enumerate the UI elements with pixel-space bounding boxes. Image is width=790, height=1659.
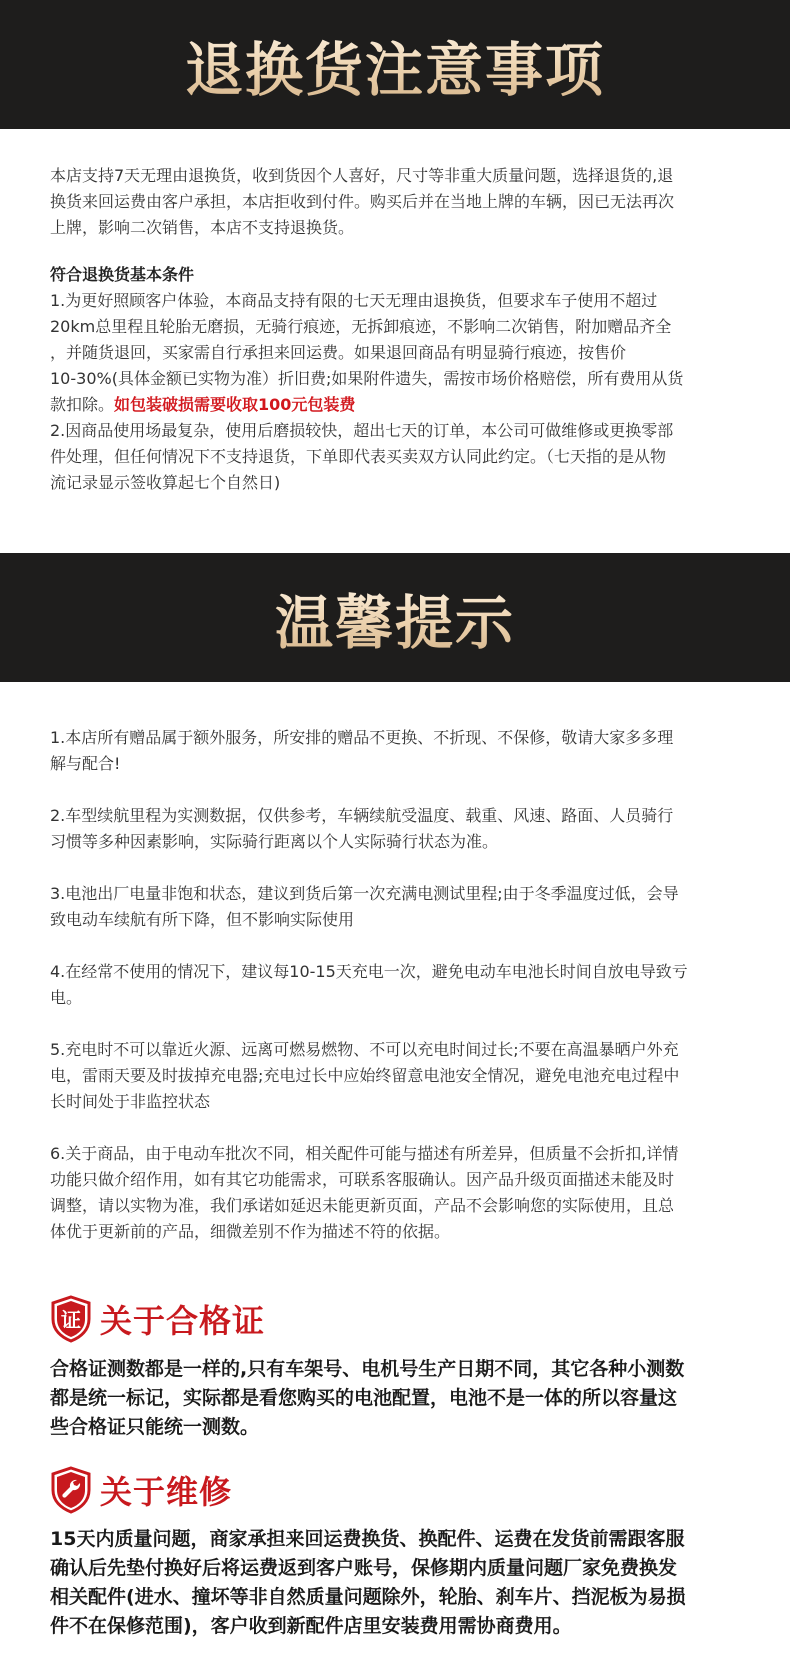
return-intro	[50, 163, 750, 241]
text-line: 4.在经常不使用的情况下，建议每10-15天充电一次，避免电动车电池长时间自放电导致亏	[50, 962, 688, 981]
certificate-heading	[48, 1291, 265, 1347]
text-line: 解与配合!	[50, 754, 121, 773]
tip-item-5	[50, 1037, 750, 1115]
text-line: 习惯等多种因素影响，实际骑行距离以个人实际骑行状态为准。	[50, 832, 499, 851]
return-notice-title: 退换货注意事项	[185, 23, 605, 107]
conditions-heading: 符合退换货基本条件	[50, 265, 195, 284]
tip-item-4	[50, 959, 750, 1011]
packaging-fee-warning: 如包装破损需要收取100元包装费	[114, 395, 356, 414]
wrench-icon	[48, 1464, 94, 1516]
text-line: 上牌，影响二次销售，本店不支持退换货。	[50, 218, 355, 237]
text-line: 件处理，但任何情况下不支持退货，下单即代表买卖双方认同此约定。（七天指的是从物	[50, 447, 667, 466]
text-line: 6.关于商品，由于电动车批次不同，相关配件可能与描述有所差异，但质量不会折扣,详情	[50, 1144, 679, 1163]
tips-title: 温馨提示	[275, 576, 515, 660]
tip-item-2	[50, 803, 750, 855]
tips-banner	[0, 553, 790, 682]
certificate-badge-icon	[48, 1293, 94, 1345]
return-conditions	[50, 262, 750, 496]
text-line: 确认后先垫付换好后将运费返到客户账号，保修期内质量问题厂家免费换发	[50, 1557, 678, 1579]
text-line: 本店支持7天无理由退换货，收到货因个人喜好，尺寸等非重大质量问题，选择退货的,退	[50, 166, 674, 185]
text-line: 2.车型续航里程为实测数据，仅供参考，车辆续航受温度、载重、风速、路面、人员骑行	[50, 806, 674, 825]
text-line: 合格证测数都是一样的,只有车架号、电机号生产日期不同，其它各种小测数	[50, 1358, 685, 1380]
text-line	[50, 392, 750, 418]
text-line: 电。	[50, 988, 83, 1007]
text-line: 长时间处于非监控状态	[50, 1092, 211, 1111]
tip-item-1	[50, 725, 750, 777]
text-line: 相关配件(进水、撞坏等非自然质量问题除外，轮胎、刹车片、挡泥板为易损	[50, 1586, 686, 1608]
repair-title: 关于维修	[100, 1473, 233, 1511]
text-line: 件不在保修范围)，客户收到新配件店里安装费用需协商费用。	[50, 1615, 572, 1637]
text-line: 些合格证只能统一测数。	[50, 1416, 260, 1438]
text-line: 调整，请以实物为准，我们承诺如延迟未能更新页面，产品不会影响您的实际使用，且总	[50, 1196, 675, 1215]
return-notice-banner	[0, 0, 790, 129]
text-line: 1.为更好照顾客户体验，本商品支持有限的七天无理由退换货，但要求车子使用不超过	[50, 291, 658, 310]
text-line: 20km总里程且轮胎无磨损，无骑行痕迹，无拆卸痕迹，不影响二次销售，附加赠品齐全	[50, 317, 672, 336]
badge-char: 证	[61, 1308, 81, 1332]
text-line: 10-30%(具体金额已实物为准）折旧费;如果附件遗失，需按市场价格赔偿，所有费用从货	[50, 369, 684, 388]
text-fragment: 款扣除。	[50, 395, 115, 414]
text-line: 15天内质量问题，商家承担来回运费换货、换配件、运费在发货前需跟客服	[50, 1528, 685, 1550]
text-line: 1.本店所有赠品属于额外服务，所安排的赠品不更换、不折现、不保修，敬请大家多多理	[50, 728, 674, 747]
certificate-text	[50, 1355, 750, 1442]
repair-heading	[48, 1462, 232, 1518]
text-line: 换货来回运费由客户承担，本店拒收到付件。购买后并在当地上牌的车辆，因已无法再次	[50, 192, 675, 211]
tip-item-6	[50, 1141, 750, 1245]
text-line: 5.充电时不可以靠近火源、远离可燃易燃物、不可以充电时间过长;不要在高温暴晒户外充	[50, 1040, 679, 1059]
text-line: 致电动车续航有所下降，但不影响实际使用	[50, 910, 355, 929]
text-line: 体优于更新前的产品，细微差别不作为描述不符的依据。	[50, 1222, 451, 1241]
text-line: 功能只做介绍作用，如有其它功能需求，可联系客服确认。因产品升级页面描述未能及时	[50, 1170, 675, 1189]
text-line: 2.因商品使用场最复杂，使用后磨损较快，超出七天的订单，本公司可做维修或更换零部	[50, 421, 674, 440]
text-line: 电，雷雨天要及时拔掉充电器;充电过长中应始终留意电池安全情况，避免电池充电过程中	[50, 1066, 680, 1085]
certificate-title: 关于合格证	[100, 1302, 266, 1340]
repair-text	[50, 1525, 750, 1641]
text-line: 都是统一标记，实际都是看您购买的电池配置，电池不是一体的所以容量这	[50, 1387, 678, 1409]
tip-item-3	[50, 881, 750, 933]
text-line: ，并随货退回，买家需自行承担来回运费。如果退回商品有明显骑行痕迹，按售价	[50, 343, 627, 362]
text-line: 3.电池出厂电量非饱和状态，建议到货后第一次充满电测试里程;由于冬季温度过低，会导	[50, 884, 679, 903]
text-line: 流记录显示签收算起七个自然日)	[50, 473, 281, 492]
